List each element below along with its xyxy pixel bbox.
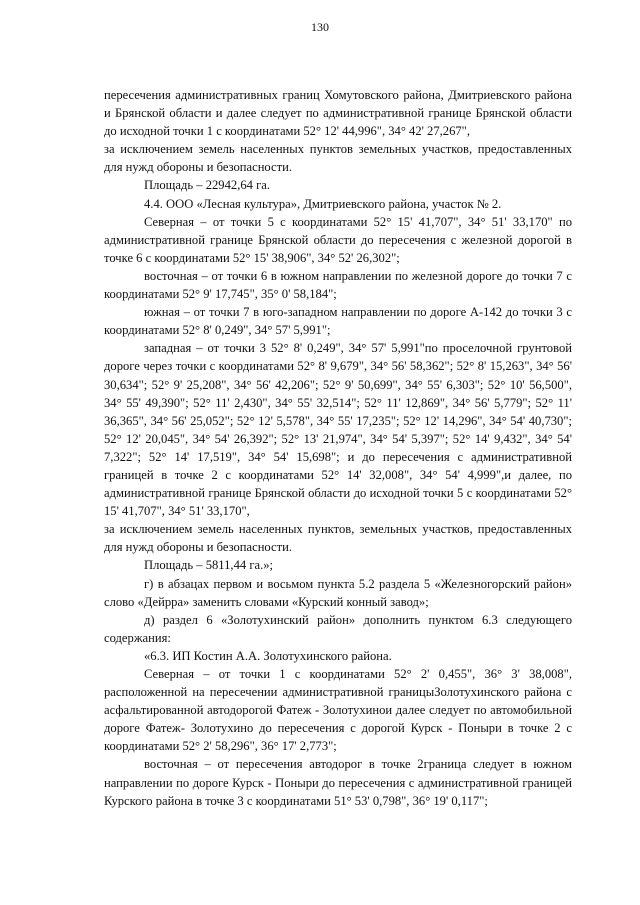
document-body	[104, 86, 572, 810]
page-number: 130	[311, 20, 329, 34]
paragraph-amendment-d: д) раздел 6 «Золотухинский район» дополнить пунктом 6.3 следующего содержания:	[104, 612, 572, 645]
paragraph-section-heading: 4.4. ООО «Лесная культура», Дмитриевского района, участок № 2.	[144, 196, 502, 211]
paragraph-northern-boundary: Северная – от точки 5 с координатами 52° 15' 41,707", 34° 51' 33,170" по административной границе Брянской области до пересечения с железной дорогой в точке 6 с координатами 52° 15' 38,906", 34° 52' 26,302";	[104, 214, 572, 265]
paragraph-exclusion: за исключением земель населенных пунктов земельных участков, предоставленных для нужд обороны и безопасности.	[104, 142, 572, 175]
paragraph-eastern-boundary: восточная – от точки 6 в южном направлении по железной дороге до точки 7 с координатами 52° 9' 17,745", 35° 0' 58,184";	[104, 268, 572, 302]
paragraph-western-boundary: западная – от точки 3 52° 8' 0,249", 34° 57' 5,991"по проселочной грунтовой дороге через точки с координатами 52° 8' 9,679", 34° 56' 58,362"; 52° 8' 15,263", 34° 56' 30,634"; 52° 9' 25,208", 34° 56' 42,206"; 52° 9' 50,699", 34° 55' 6,303"; 52° 10' 56,500", 34° 55' 49,390"; 52° 11' 2,430", 34° 55' 32,514"; 52° 11' 12,869", 34° 56' 5,779"; 52° 11' 36,365", 34° 56' 25,052"; 52° 12' 5,578", 34° 55' 17,235"; 52° 12' 14,296", 34° 54' 40,730"; 52° 12' 20,045", 34° 54' 26,392"; 52° 13' 21,974", 34° 54' 5,397"; 52° 14' 9,432", 34° 54' 7,322"; 52° 14' 17,519", 34° 54' 15,698"; и до пересечения с административной границей в точке 2 с координатами 52° 14' 32,008", 34° 54' 4,999",и далее, по административной границе Брянской области до исходной точки 5 с координатами 52° 15' 41,707", 34° 51' 33,170",	[104, 341, 572, 519]
paragraph-amendment-g: г) в абзацах первом и восьмом пункта 5.2 раздела 5 «Железногорский район» слово «Дейрра» заменить словами «Курский конный завод»;	[104, 576, 572, 609]
paragraph-section-heading: «6.3. ИП Костин А.А. Золотухинского района.	[144, 648, 392, 663]
paragraph-northern-boundary: Северная – от точки 1 с координатами 52° 2' 0,455", 36° 3' 38,008", расположенной на пересечении административной границыЗолотухинского района с асфальтированной автодорогой Фатеж - Золотухинои далее следует по автомобильной дороге Фатеж- Золотухино до пересечения с дорогой Курск - Поныри в точке 2 с координатами 52° 2' 58,296", 36° 17' 2,773";	[104, 667, 572, 754]
paragraph-area: Площадь – 22942,64 га.	[144, 178, 270, 193]
paragraph-southern-boundary: южная – от точки 7 в юго-западном направлении по дороге А-142 до точки 3 с координатами 52° 8' 0,249", 34° 57' 5,991";	[104, 305, 572, 338]
paragraph-exclusion: за исключением земель населенных пунктов, земельных участков, предоставленных для нужд обороны и безопасности.	[104, 522, 572, 555]
paragraph-boundary-end: пересечения административных границ Хомутовского района, Дмитриевского района и Брянской области и далее следует по административной границе Брянской области до исходной точки 1 с координатами 52° 12' 44,996", 34° 42' 27,267",	[104, 88, 572, 139]
paragraph-eastern-boundary: восточная – от пересечения автодорог в точке 2граница следует в южном направлении по дороге Курск - Поныри до пересечения с административной границей Курского района в точке 3 с координатами 51° 53' 0,798", 36° 19' 0,117";	[104, 757, 572, 808]
paragraph-area: Площадь – 5811,44 га.»;	[144, 558, 274, 573]
